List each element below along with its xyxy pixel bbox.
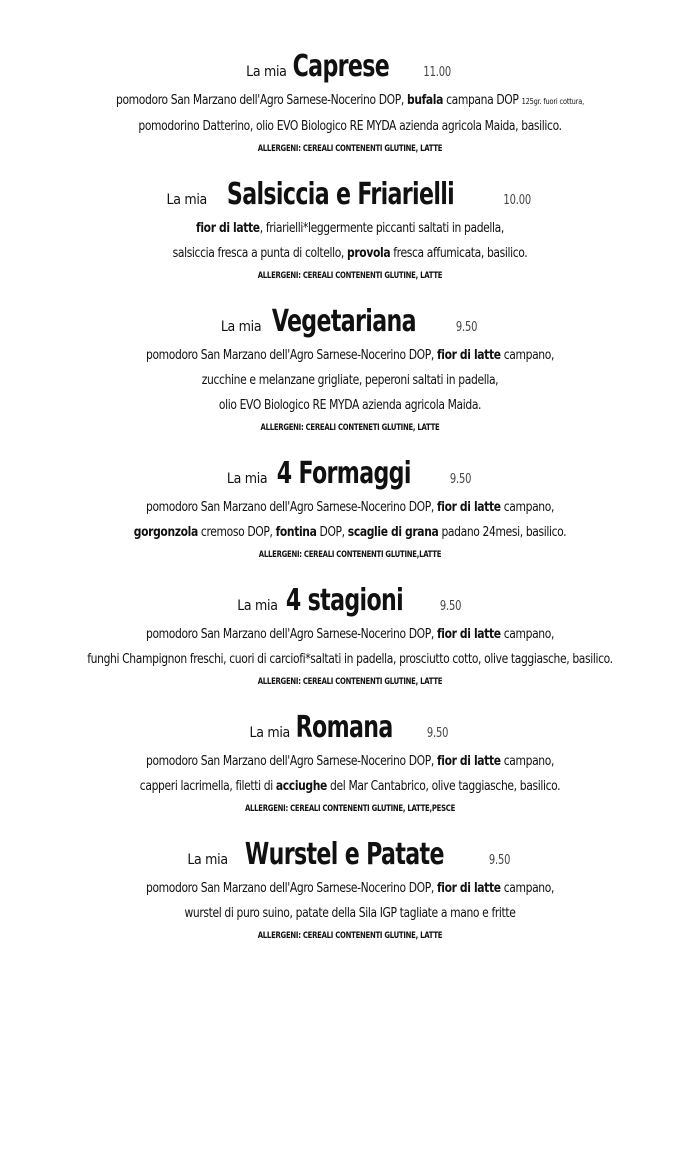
ingredient-highlight: provola	[347, 246, 391, 261]
menu-item-prefix: La mia	[246, 64, 287, 80]
menu-item-title-row	[0, 303, 700, 341]
description-text: pomodoro San Marzano dell'Agro Sarnese-Nocerino DOP,	[145, 500, 437, 515]
menu-item	[0, 176, 700, 284]
menu-item-prefix: La mia	[237, 598, 278, 614]
description-text: del Mar Cantabrico, olive taggiasche, basilico.	[327, 779, 561, 794]
ingredient-highlight: fior di latte	[436, 881, 501, 896]
menu-item-prefix: La mia	[249, 725, 290, 741]
description-text: pomodoro San Marzano dell'Agro Sarnese-Nocerino DOP,	[145, 348, 437, 363]
menu-item	[0, 303, 700, 436]
menu-item-name: 4 stagioni	[285, 583, 403, 618]
description-text: campano,	[500, 881, 555, 896]
ingredient-highlight: fior di latte	[436, 754, 501, 769]
menu-item-description-line	[28, 520, 672, 545]
menu-item-name: Salsiccia e Friarielli	[226, 177, 455, 212]
menu-item-prefix: La mia	[226, 471, 268, 487]
description-text: pomodorino Datterino, olio EVO Biologico RE MYDA azienda agricola Maida, basilico.	[138, 119, 562, 134]
menu-item-name: Vegetariana	[272, 304, 417, 339]
description-text: pomodoro San Marzano dell'Agro Sarnese-Nocerino DOP,	[145, 627, 437, 642]
menu-item-description-line	[28, 241, 672, 266]
menu-item-allergens: ALLERGENI: CEREALI CONTENENTI GLUTINE, LATTE	[257, 931, 443, 941]
menu-item-allergens: ALLERGENI: CEREALI CONTENENTI GLUTINE, LATTE	[257, 271, 443, 281]
description-text: cremoso DOP,	[197, 525, 276, 540]
description-text: campano,	[500, 627, 555, 642]
description-text: pomodoro San Marzano dell'Agro Sarnese-Nocerino DOP,	[145, 754, 437, 769]
description-text: campana DOP	[443, 93, 522, 108]
description-text: olio EVO Biologico RE MYDA azienda agricola Maida.	[218, 398, 482, 413]
ingredient-highlight: fior di latte	[436, 348, 501, 363]
menu-item-price: 9.50	[455, 320, 478, 335]
description-text: wurstel di puro suino, patate della Sila IGP tagliate a mano e fritte	[184, 906, 516, 921]
description-text: salsiccia fresca a punta di coltello,	[172, 246, 348, 261]
menu-item-description-line	[28, 647, 672, 672]
ingredient-highlight: acciughe	[275, 779, 327, 794]
menu-item-description-line	[28, 393, 672, 418]
ingredient-highlight: fior di latte	[436, 500, 501, 515]
menu-item-description-line	[28, 88, 672, 114]
menu-item-name: Caprese	[292, 49, 389, 84]
description-text: 125gr. fuori cottura,	[521, 97, 584, 106]
menu-item-title-row	[0, 455, 700, 493]
menu-item-name: 4 Formaggi	[277, 456, 412, 491]
menu-item-description-line	[28, 114, 672, 139]
menu-item-title-row	[0, 48, 700, 86]
description-text: campano,	[500, 500, 555, 515]
description-text: pomodoro San Marzano dell'Agro Sarnese-Nocerino DOP,	[116, 93, 407, 108]
ingredient-highlight: scaglie di grana	[347, 525, 439, 540]
menu-item-title-row	[0, 176, 700, 214]
menu-item-price: 10.00	[503, 193, 532, 208]
menu-item-description-line	[28, 749, 672, 774]
menu-item-prefix: La mia	[187, 852, 228, 868]
menu-item-allergens: ALLERGENI: CEREALI CONTENENTI GLUTINE, LATTE	[257, 677, 443, 687]
menu-item-title-row	[0, 582, 700, 620]
menu-item	[0, 48, 700, 157]
menu-item-prefix: La mia	[166, 192, 207, 208]
menu-item-title-row	[0, 836, 700, 874]
menu-item-name: Wurstel e Patate	[244, 837, 444, 872]
menu-item-description-line	[28, 622, 672, 647]
ingredient-highlight: gorgonzola	[133, 525, 198, 540]
menu-item	[0, 455, 700, 563]
menu-item-price: 11.00	[423, 65, 452, 80]
menu-item	[0, 582, 700, 690]
menu-item-name: Romana	[295, 710, 393, 745]
menu-item-price: 9.50	[439, 599, 461, 614]
description-text: campano,	[500, 348, 555, 363]
menu-item-description-line	[28, 216, 672, 241]
menu-item-allergens: ALLERGENI: CEREALI CONTENENTI GLUTINE,LATTE	[258, 550, 442, 560]
menu-item-description-line	[28, 368, 672, 393]
menu-item	[0, 836, 700, 944]
menu-item-price: 9.50	[449, 472, 472, 487]
description-text: , friarielli*leggermente piccanti saltati in padella,	[259, 221, 504, 236]
menu-item-prefix: La mia	[220, 319, 262, 335]
menu-item-allergens: ALLERGENI: CEREALI CONTENENTI GLUTINE, LATTE,PESCE	[244, 804, 456, 814]
menu-item-description-line	[28, 495, 672, 520]
description-text: capperi lacrimella, filetti di	[139, 779, 276, 794]
menu-item-title-row	[0, 709, 700, 747]
description-text: zucchine e melanzane grigliate, peperoni saltati in padella,	[201, 373, 499, 388]
menu-item-description-line	[28, 876, 672, 901]
ingredient-highlight: fior di latte	[196, 221, 260, 236]
menu-item-description-line	[28, 774, 672, 799]
description-text: DOP,	[316, 525, 348, 540]
description-text: funghi Champignon freschi, cuori di carciofi*saltati in padella, prosciutto cotto, olive taggiasche, basilico.	[87, 652, 613, 667]
menu-item-description-line	[28, 343, 672, 368]
menu-item-description-line	[28, 901, 672, 926]
menu-item-allergens: ALLERGENI: CEREALI CONTENENTI GLUTINE, LATTE	[257, 144, 443, 154]
ingredient-highlight: bufala	[406, 93, 444, 108]
ingredient-highlight: fontina	[275, 525, 317, 540]
menu-items-list	[0, 48, 700, 944]
menu-item	[0, 709, 700, 817]
description-text: campano,	[500, 754, 555, 769]
description-text: pomodoro San Marzano dell'Agro Sarnese-Nocerino DOP,	[145, 881, 437, 896]
pizza-menu	[0, 48, 700, 963]
menu-item-price: 9.50	[489, 853, 511, 868]
menu-item-allergens: ALLERGENI: CEREALI CONTENETI GLUTINE, LATTE	[260, 423, 440, 433]
description-text: fresca affumicata, basilico.	[390, 246, 528, 261]
ingredient-highlight: fior di latte	[436, 627, 501, 642]
menu-item-price: 9.50	[427, 726, 449, 741]
description-text: padano 24mesi, basilico.	[438, 525, 567, 540]
